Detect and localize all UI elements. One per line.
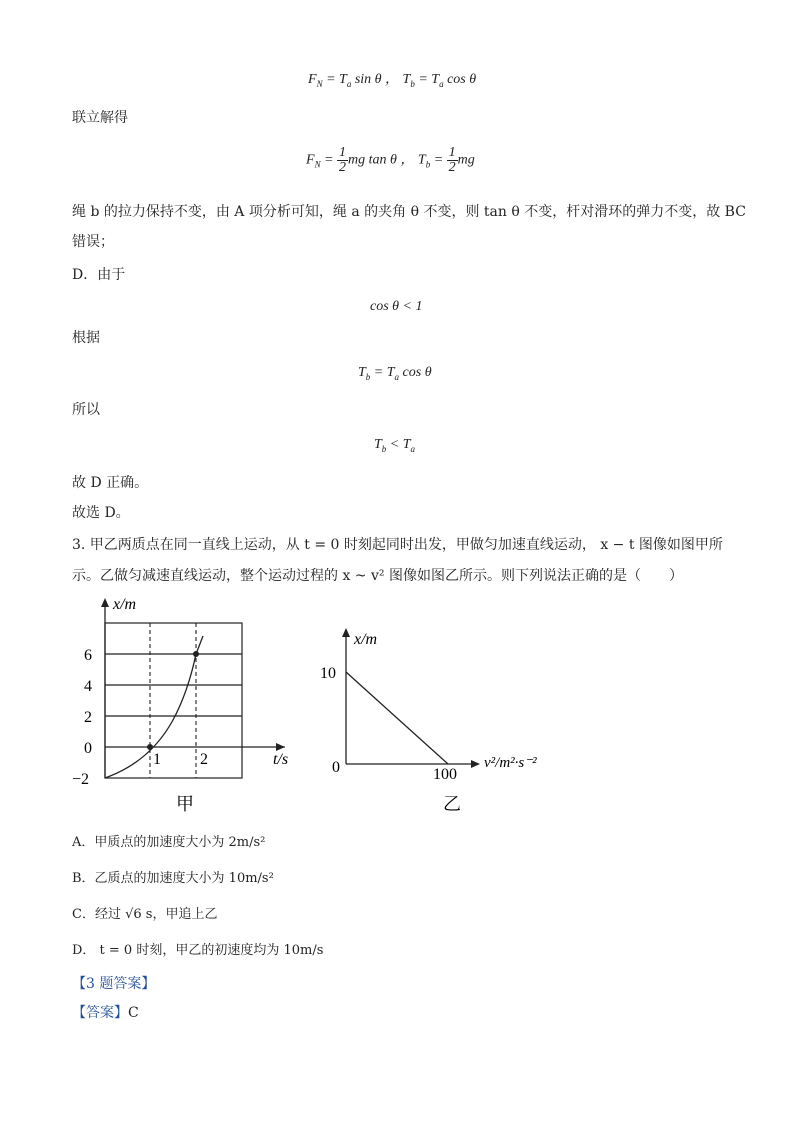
answer-section-tag: 【3 题答案】 — [72, 976, 156, 992]
option-c: C．经过 √6 s，甲追上乙 — [72, 907, 218, 922]
fig-yi-ytick-10: 10 — [320, 665, 336, 682]
fig-yi-ylabel: x/m — [354, 631, 378, 648]
fig-yi-caption: 乙 — [443, 794, 461, 814]
fig-jia-ytick-neg2: −2 — [72, 771, 90, 788]
fraction-half-2: $\frac{1}{2}$ — [448, 145, 456, 175]
fig-jia-ytick-6: 6 — [84, 647, 92, 664]
fig-jia-xtick-1: 1 — [153, 751, 161, 768]
text-lianli: 联立解得 — [72, 110, 128, 126]
equation-cos-lt-1: cos θ < 1 — [370, 299, 423, 314]
fig-yi-xlabel: v²/m²·s⁻² — [484, 755, 537, 771]
fig-jia-ytick-0: 0 — [84, 740, 92, 757]
figure-jia-xt-graph — [70, 592, 300, 817]
text-suoyi: 所以 — [72, 402, 100, 418]
para-rope-line2: 错误； — [72, 234, 114, 250]
fig-jia-xtick-2: 2 — [200, 751, 208, 768]
question-3-line1: 3. 甲乙两质点在同一直线上运动，从 t = 0 时刻起同时出发，甲做匀加速直线运动， x − t 图像如图甲所 — [72, 537, 723, 553]
text-gu-d: 故 D 正确。 — [72, 475, 149, 491]
fig-jia-ytick-4: 4 — [84, 678, 92, 695]
text-guxuan: 故选 D。 — [72, 505, 130, 521]
fig-yi-xtick-100: 100 — [433, 766, 457, 783]
answer-value: C — [128, 1005, 139, 1021]
option-d-header: D．由于 — [72, 267, 126, 283]
text-genju: 根据 — [72, 330, 100, 346]
equation-tb-lt-ta: $T_b < T_a$ — [374, 437, 416, 454]
para-rope-line1: 绳 b 的拉力保持不变，由 A 项分析可知，绳 a 的夹角 θ 不变，则 tan θ 不变，杆对滑环的弹力不变，故 BC — [72, 204, 746, 220]
fig-jia-caption: 甲 — [176, 794, 194, 814]
fig-jia-ytick-2: 2 — [84, 709, 92, 726]
fig-jia-ylabel: x/m — [113, 596, 137, 613]
option-a: A．甲质点的加速度大小为 2m/s² — [72, 835, 266, 850]
figure-yi-xv2-graph — [318, 624, 578, 816]
equation-solved: $F_N$ = $\frac{1}{2}$ mg tan θ ， $T_b$ = $\frac{1}{2}$ mg — [306, 145, 475, 175]
question-3-line2: 示。乙做匀减速直线运动，整个运动过程的 x ~ v² 图像如图乙所示。则下列说法正确的是（ ） — [72, 568, 683, 584]
answer-label: 【答案】 — [72, 1005, 128, 1021]
option-b: B．乙质点的加速度大小为 10m/s² — [72, 871, 274, 886]
equation-tb-ta-cos: $T_b = T_a$ cos θ — [358, 365, 432, 382]
option-d: D． t = 0 时刻，甲乙的初速度均为 10m/s — [72, 943, 324, 958]
fraction-half-1: $\frac{1}{2}$ — [339, 145, 347, 175]
fig-yi-origin: 0 — [332, 759, 340, 776]
equation-fn-tb: $F_N = T_a$ sin θ ， $T_b = T_a$ cos θ — [308, 72, 477, 89]
fig-jia-xlabel: t/s — [273, 751, 289, 768]
answer-line — [72, 1003, 139, 1023]
